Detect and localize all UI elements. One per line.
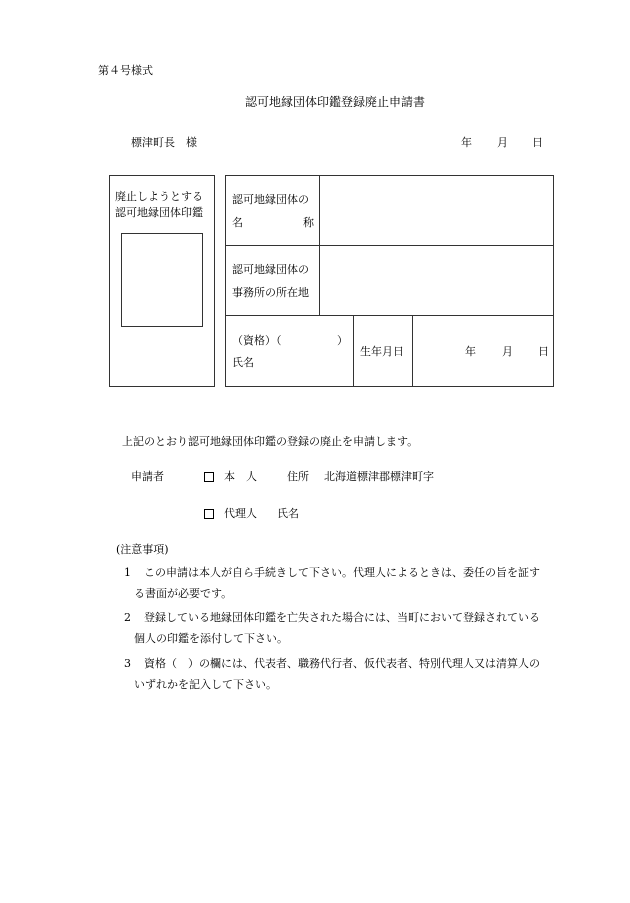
agent-label: 代理人 [224,507,257,520]
applicant-self-option [204,471,257,482]
qualification-close: ） [337,334,348,347]
seal-box-label-line2: 認可地縁団体印鑑 [115,206,203,219]
agent-name-label: 氏名 [277,507,299,520]
seal-impression-area [121,233,203,327]
note-1-line1: この申請は本人が自ら手続きして下さい。代理人によるときは、委任の旨を証す [144,566,540,579]
note-1-line2: る書面が必要です。 [134,587,233,600]
org-name-label-line1: 認可地縁団体の [232,193,309,206]
applicant-agent-option [204,508,257,519]
seal-box-label-line1: 廃止しようとする [115,190,203,203]
application-statement: 上記のとおり認可地縁団体印鑑の登録の廃止を申請します。 [122,435,419,448]
date-month-label: 月 [497,136,508,149]
office-label-line1: 認可地縁団体の [232,263,309,276]
document-title: 認可地縁団体印鑑登録廃止申請書 [245,95,426,109]
note-2-number: 2 [124,611,131,624]
note-3-line2: いずれかを記入して下さい。 [134,678,277,691]
birthdate-label: 生年月日 [360,345,404,358]
form-number: 第４号様式 [98,64,153,77]
birth-day-label: 日 [538,345,549,358]
recipient: 標津町長 様 [131,136,197,149]
representative-name-label: 氏名 [232,356,254,369]
birth-year-label: 年 [465,345,476,358]
address-value: 北海道標津郡標津町字 [324,470,434,483]
notes-heading: (注意事項) [116,543,169,556]
note-2-line2: 個人の印鑑を添付して下さい。 [134,632,288,645]
date-day-label: 日 [532,136,543,149]
note-1-number: 1 [124,566,131,579]
address-label: 住所 [287,470,309,483]
note-3-number: 3 [124,657,131,670]
qualification-label: （資格）（ [232,334,282,347]
agent-checkbox[interactable] [204,509,214,519]
self-label: 本 人 [224,470,257,483]
self-checkbox[interactable] [204,472,214,482]
note-3-line1: 資格（ ）の欄には、代表者、職務代行者、仮代表者、特別代理人又は清算人の [144,657,540,670]
applicant-label: 申請者 [131,470,164,483]
org-name-label-char1: 名 [232,216,243,229]
note-2-line1: 登録している地縁団体印鑑を亡失された場合には、当町において登録されている [144,611,540,624]
office-label-line2: 事務所の所在地 [232,286,309,299]
org-name-label-char2: 称 [303,216,314,229]
birth-month-label: 月 [502,345,513,358]
date-year-label: 年 [461,136,472,149]
